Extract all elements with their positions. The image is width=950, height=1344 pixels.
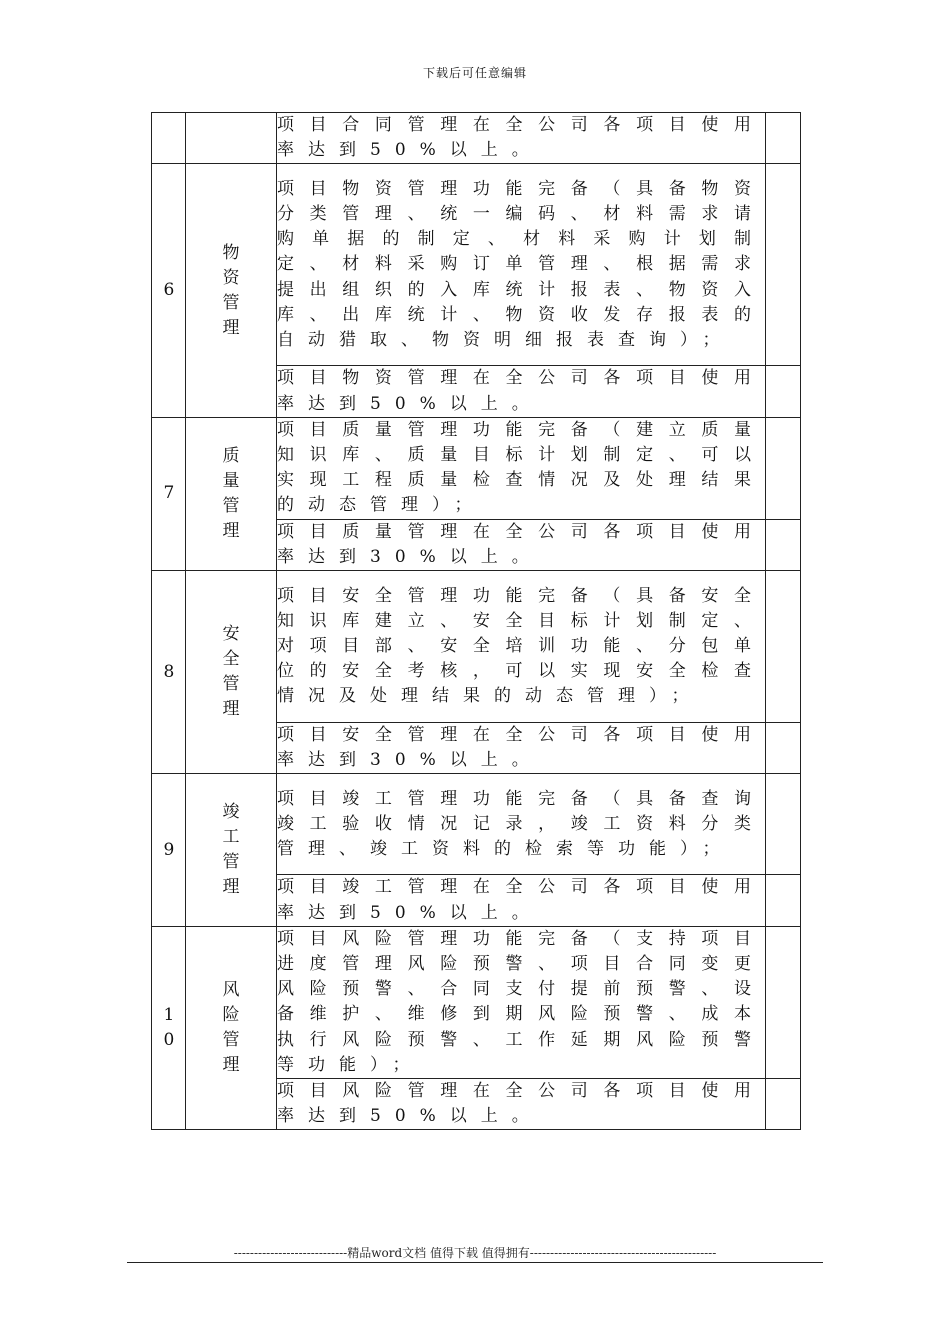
remark-cell (766, 417, 801, 519)
category-cell: 质量管理 (186, 417, 277, 570)
remark-cell (766, 571, 801, 723)
function-text-cell: 项目质量管理功能完备（建立质量知识库、质量目标计划制定、可以实现工程质量检查情况及处理结果的动态管理）； (277, 417, 766, 519)
category-cell: 竣工管理 (186, 774, 277, 926)
table-row (152, 417, 801, 519)
function-text-cell: 项目竣工管理功能完备（具备查询竣工验收情况记录，竣工资料分类管理、竣工资料的检索等功能）； (277, 774, 766, 875)
category-cell: 风险管理 (186, 926, 277, 1130)
row-number-cell: 8 (152, 571, 186, 774)
usage-text-cell: 项目质量管理在全公司各项目使用率达到30%以上。 (277, 519, 766, 570)
category-cell: 物资管理 (186, 164, 277, 417)
remark-cell (766, 113, 801, 164)
remark-cell (766, 519, 801, 570)
footer-divider (127, 1262, 823, 1263)
function-text-cell: 项目物资管理功能完备（具备物资分类管理、统一编码、材料需求请购单据的制定、材料采购计划制定、材料采购订单管理、根据需求提出组织的入库统计报表、物资入库、出库统计、物资收发存报表的自动猎取、物资明细报表查询）； (277, 164, 766, 366)
row-number-cell: 6 (152, 164, 186, 417)
remark-cell (766, 723, 801, 774)
remark-cell (766, 875, 801, 926)
table-row (152, 774, 801, 875)
usage-text-cell: 项目安全管理在全公司各项目使用率达到30%以上。 (277, 723, 766, 774)
row-number-cell: 7 (152, 417, 186, 570)
usage-text-cell: 项目合同管理在全公司各项目使用率达到50%以上。 (277, 113, 766, 164)
category-cell (186, 113, 277, 164)
usage-text-cell: 项目风险管理在全公司各项目使用率达到50%以上。 (277, 1079, 766, 1130)
requirements-table (151, 112, 801, 1130)
remark-cell (766, 1079, 801, 1130)
page-footer: ----------------------------精品word文档 值得下载 值得拥有---------------------------------------------- (233, 1246, 717, 1260)
table-row (152, 113, 801, 164)
remark-cell (766, 774, 801, 875)
usage-text-cell: 项目竣工管理在全公司各项目使用率达到50%以上。 (277, 875, 766, 926)
table-row (152, 926, 801, 1078)
page-header: 下载后可任意编辑 (422, 66, 527, 80)
remark-cell (766, 164, 801, 366)
table-row (152, 571, 801, 723)
function-text-cell: 项目安全管理功能完备（具备安全知识库建立、安全目标计划制定、对项目部、安全培训功能、分包单位的安全考核，可以实现安全检查情况及处理结果的动态管理）； (277, 571, 766, 723)
row-number-cell: 10 (152, 926, 186, 1130)
remark-cell (766, 366, 801, 417)
table-row (152, 164, 801, 366)
row-number-cell (152, 113, 186, 164)
function-text-cell: 项目风险管理功能完备（支持项目进度管理风险预警、项目合同变更风险预警、合同支付提前预警、设备维护、维修到期风险预警、成本执行风险预警、工作延期风险预警等功能）； (277, 926, 766, 1078)
category-cell: 安全管理 (186, 571, 277, 774)
usage-text-cell: 项目物资管理在全公司各项目使用率达到50%以上。 (277, 366, 766, 417)
remark-cell (766, 926, 801, 1078)
row-number-cell: 9 (152, 774, 186, 926)
